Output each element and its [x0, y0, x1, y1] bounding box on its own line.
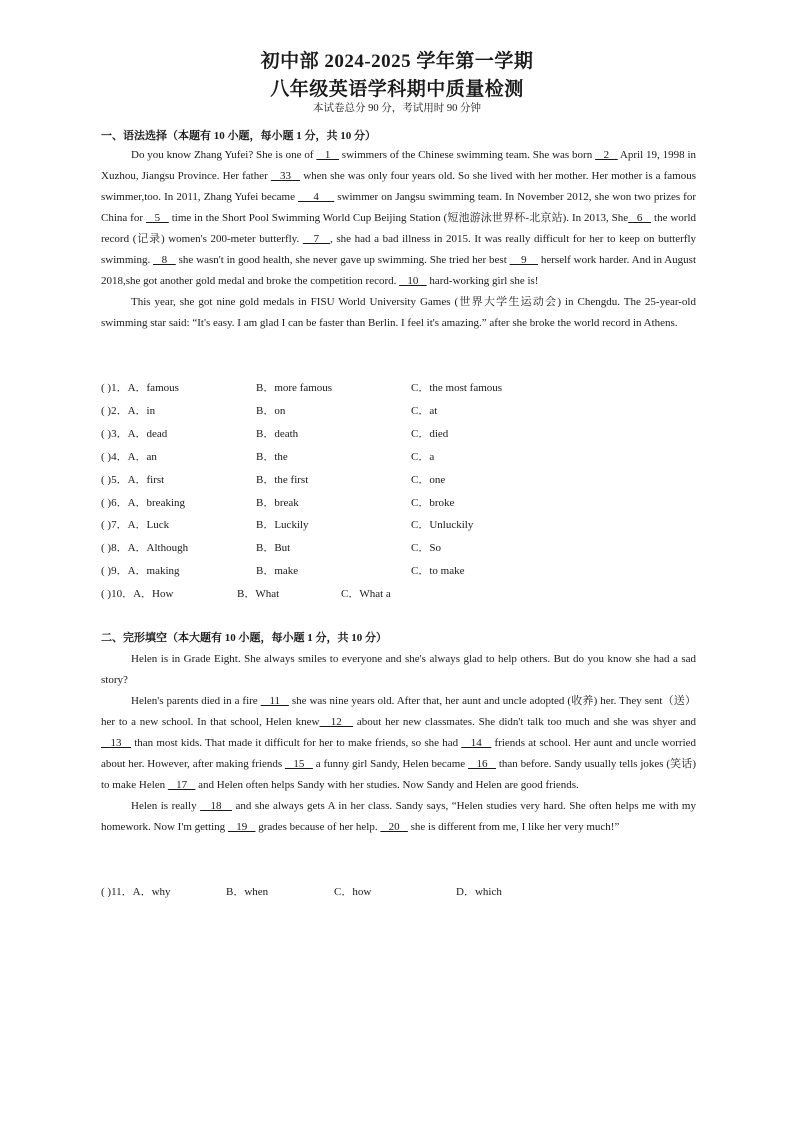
section2-paragraph-1: Helen is in Grade Eight. She always smiles to everyone and she's always glad to help others. But do you know she had a sad story? — [101, 653, 696, 686]
question-3-option-c: C．died — [411, 427, 449, 440]
question-6-option-c: C．broke — [411, 496, 455, 509]
question-9-option-b: B．make — [256, 565, 299, 578]
section1-p1-blank-8: 8 — [153, 254, 176, 266]
question-8-option-a: ( )8．A．Although — [101, 542, 189, 555]
question-2-option-b: B．on — [256, 404, 286, 417]
section2-p2-blank-7: 17 — [167, 779, 196, 791]
question-4-option-a: ( )4．A．an — [101, 450, 157, 463]
section2-passage — [101, 649, 696, 838]
section2-p2-blank-3: 13 — [101, 737, 132, 749]
question-10-option-a: ( )10．A．How — [101, 588, 174, 601]
question-2-option-c: C．at — [411, 404, 438, 417]
question-10-option-b: B．What — [237, 588, 280, 601]
question-row-7 — [101, 517, 701, 533]
section2-p2-blank-1: 11 — [260, 695, 289, 707]
question-7-option-b: B．Luckily — [256, 519, 309, 532]
question-1-option-a: ( )1．A．famous — [101, 382, 179, 394]
question-3-option-b: B．death — [256, 427, 299, 440]
section2-p2-blank-2: 12 — [319, 716, 354, 728]
question-row-11 — [101, 884, 701, 900]
question-8-option-b: B．But — [256, 542, 291, 555]
section1-passage — [101, 145, 696, 334]
question-row-8 — [101, 540, 701, 556]
question-11-option-c: C．how — [334, 886, 372, 898]
question-5-option-a: ( )5．A．first — [101, 473, 165, 486]
section1-heading: 一、语法选择（本题有 10 小题，每小题 1 分，共 10 分） — [101, 130, 376, 142]
question-7-option-a: ( )7．A．Luck — [101, 519, 170, 532]
question-3-option-a: ( )3．A．dead — [101, 427, 168, 440]
exam-title-line2: 八年级英语学科期中质量检测 — [270, 79, 524, 100]
question-11-option-d: D．which — [456, 886, 502, 898]
question-4-option-c: C．a — [411, 450, 435, 463]
question-row-6 — [101, 495, 701, 511]
exam-subtitle: 本试卷总分 90 分，考试用时 90 分钟 — [313, 103, 481, 114]
question-4-option-b: B．the — [256, 450, 288, 463]
question-row-1 — [101, 380, 701, 396]
question-row-10 — [101, 586, 701, 602]
question-row-9 — [101, 563, 701, 579]
question-8-option-c: C．So — [411, 542, 441, 555]
section2-paragraph-3: Helen is really 18 and she always gets A in her class. Sandy says, “Helen studies very hard. She often helps me with my homework. Now I'm getting 19 grades because of her help. 20 she is different from me, I like her very much!” — [101, 800, 696, 833]
section2-p3-blank-1: 18 — [200, 800, 232, 812]
section2-p2-blank-6: 16 — [467, 758, 496, 770]
question-11-option-a: ( )11．A．why — [101, 886, 171, 898]
section2-p2-blank-5: 15 — [284, 758, 313, 770]
question-9-option-c: C．to make — [411, 565, 465, 578]
section1-p1-blank-7: 7 — [302, 233, 330, 245]
question-1-option-b: B．more famous — [256, 382, 333, 394]
question-11-option-b: B．when — [226, 886, 269, 898]
question-5-option-c: C．one — [411, 473, 446, 486]
question-1-option-c: C．the most famous — [411, 382, 503, 394]
section2-paragraph-2: Helen's parents died in a fire 11 she was nine years old. After that, her aunt and uncle adopted (收养) her. They sent（送） her to a new school. In that school, Helen knew 12 about her new classmates. She didn't talk too much and she was shyer and 13 than most kids. That made it difficult for her to make friends, so she had 14 friends at school. Her aunt and uncle worried about her. However, after making friends 15 a funny girl Sandy, Helen became 16 than before. Sandy usually tells jokes (笑话) to make Helen 17 and Helen often helps Sandy with her studies. Now Sandy and Helen are good friends. — [101, 695, 697, 791]
question-row-2 — [101, 403, 701, 419]
section1-p1-blank-1: 1 — [316, 149, 339, 161]
question-9-option-a: ( )9．A．making — [101, 565, 180, 578]
section2-p3-blank-2: 19 — [227, 821, 256, 833]
section2-heading: 二、完形填空（本大题有 10 小题，每小题 1 分，共 10 分） — [101, 632, 387, 644]
question-row-4 — [101, 449, 701, 465]
section1-p1-blank-2: 2 — [595, 149, 618, 161]
question-10-option-c: C．What a — [341, 588, 391, 601]
section1-p1-blank-3: 33 — [270, 170, 301, 182]
section1-p1-blank-5: 5 — [145, 212, 169, 224]
section1-p1-blank-4: 4 — [298, 191, 335, 203]
question-2-option-a: ( )2．A．in — [101, 404, 156, 417]
question-5-option-b: B．the first — [256, 473, 309, 486]
exam-title-line1: 初中部 2024-2025 学年第一学期 — [260, 51, 534, 72]
section1-p1-blank-9: 9 — [509, 254, 539, 266]
question-7-option-c: C．Unluckily — [411, 519, 474, 532]
section1-paragraph-2: This year, she got nine gold medals in FISU World University Games (世界大学生运动会) in Chengdu. The 25-year-old swimming star said: “It's easy. I am glad I can be faster than Berlin. I feel it's amazing.” after she broke the world record in Athens. — [101, 296, 696, 329]
question-6-option-a: ( )6．A．breaking — [101, 496, 186, 509]
section2-p3-blank-3: 20 — [380, 821, 408, 833]
question-6-option-b: B．break — [256, 496, 299, 509]
question-row-3 — [101, 426, 701, 442]
section1-paragraph-1: Do you know Zhang Yufei? She is one of 1 swimmers of the Chinese swimming team. She was born 2 April 19, 1998 in Xuzhou, Jiangsu Province. Her father 33 when she was only four years old. So she lived with her mother. Her mother is a famous swimmer,too. In 2011, Zhang Yufei became 4 swimmer on Jangsu swimming team. In November 2012, she won two prizes for China for 5 time in the Short Pool Swimming World Cup Beijing Station (短池游泳世界杯-北京站). In 2013, She 6 the world record (记录) women's 200-meter butterfly. 7 , she had a bad illness in 2015. It was really difficult for her to keep on butterfly swimming. 8 she wasn't in good health, she never gave up swimming. She tried her best 9 herself work harder. And in August 2018,she got another gold medal and broke the competition record. 10 hard-working girl she is! — [101, 149, 697, 287]
section2-p2-blank-4: 14 — [461, 737, 492, 749]
section1-p1-blank-10: 10 — [399, 275, 427, 287]
section1-p1-blank-6: 6 — [628, 212, 652, 224]
question-row-5 — [101, 472, 701, 488]
